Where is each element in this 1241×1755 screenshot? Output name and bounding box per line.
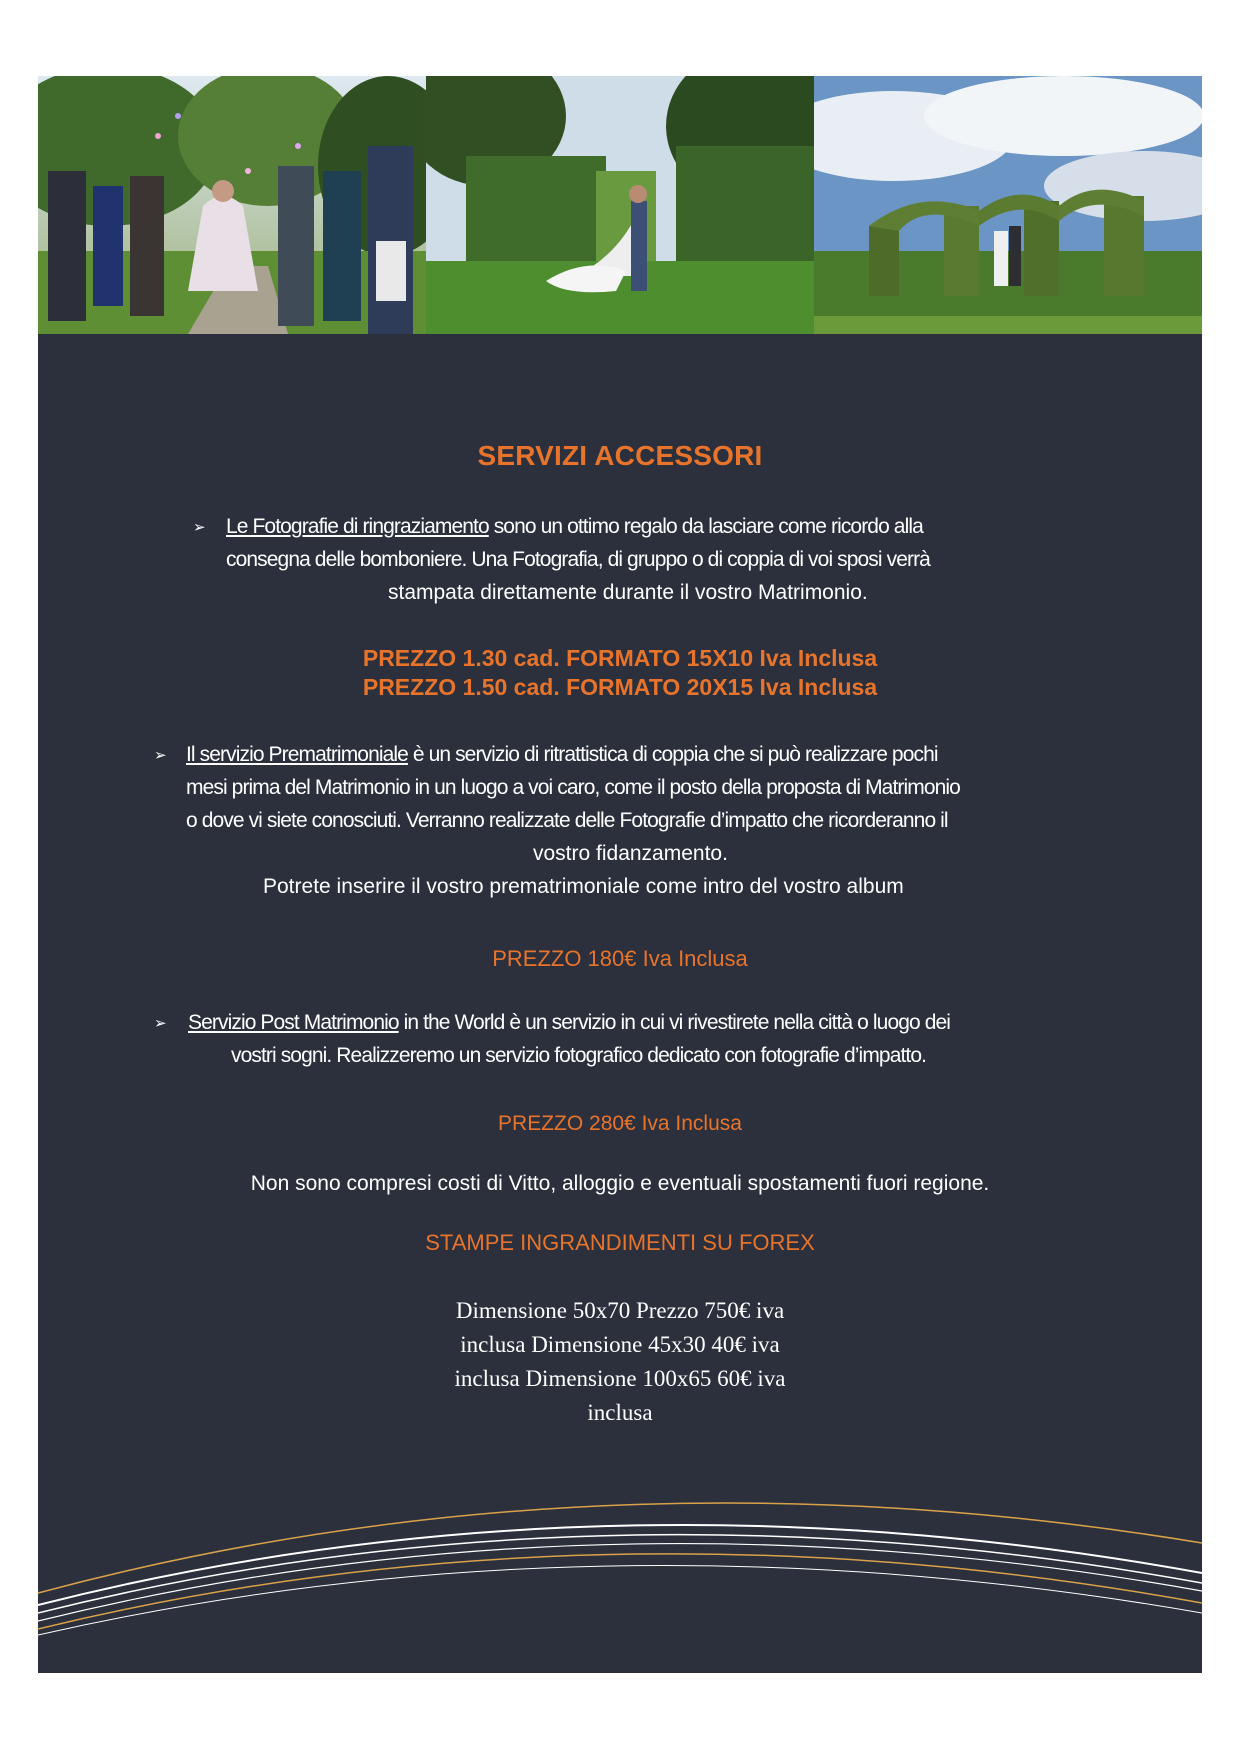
thank-you-photos-link: Le Fotografie di ringraziamento [226,515,489,538]
forex-line: Dimensione 50x70 Prezzo 750€ iva [455,1298,785,1323]
photo-strip [38,76,1202,334]
thank-you-photos-line2: consegna delle bomboniere. Una Fotografia, di gruppo o di coppia di voi sposi verrà [226,548,930,571]
post-wedding-link: Servizio Post Matrimonio [188,1011,399,1034]
price-prewedding: PREZZO 180€ Iva Inclusa [492,946,748,971]
prewedding-line3: o dove vi siete conosciuti. Verranno realizzate delle Fotografie d’impatto che ricorderanno il [186,809,948,832]
wedding-guests-confetti-photo [38,76,426,334]
bullet-arrow-icon: ➢ [193,519,206,536]
forex-line: inclusa Dimensione 100x65 60€ iva [454,1366,786,1391]
thank-you-photos-line1: Le Fotografie di ringraziamento sono un ottimo regalo da lasciare come ricordo alla [226,515,923,538]
forex-line: inclusa [587,1400,653,1425]
post-wedding-line2: vostri sogni. Realizzeremo un servizio fotografico dedicato con fotografie d’impatto. [231,1044,927,1067]
price-post-wedding: PREZZO 280€ Iva Inclusa [498,1112,742,1135]
prewedding-line2: mesi prima del Matrimonio in un luogo a voi caro, come il posto della proposta di Matrimonio [186,776,960,799]
forex-heading: STAMPE INGRANDIMENTI SU FOREX [425,1230,815,1255]
price-15x10: PREZZO 1.30 cad. FORMATO 15X10 Iva Inclusa [362,645,878,671]
forex-price-list [38,1294,1202,1430]
exclusions-note: Non sono compresi costi di Vitto, alloggio e eventuali spostamenti fuori regione. [250,1172,990,1195]
page-title: SERVIZI ACCESSORI [477,440,763,471]
decorative-wave-lines [38,1413,1202,1673]
post-wedding-line1: Servizio Post Matrimonio in the World è un servizio in cui vi rivestirete nella città o luogo dei [188,1011,951,1034]
couple-garden-embrace-photo [426,76,814,334]
bullet-arrow-icon: ➢ [154,1015,167,1032]
prewedding-link: Il servizio Prematrimoniale [186,743,408,766]
price-20x15: PREZZO 1.50 cad. FORMATO 20X15 Iva Inclusa [362,674,878,700]
bullet-arrow-icon: ➢ [154,747,167,764]
services-panel [38,334,1202,1673]
couple-hedge-arches-photo [814,76,1202,334]
prewedding-line5: Potrete inserire il vostro prematrimoniale come intro del vostro album [263,875,904,898]
forex-line: inclusa Dimensione 45x30 40€ iva [460,1332,780,1357]
thank-you-photos-line3: stampata direttamente durante il vostro Matrimonio. [388,581,868,604]
prewedding-line1: Il servizio Prematrimoniale è un servizio di ritrattistica di coppia che si può realizzare pochi [186,743,938,766]
prewedding-line4: vostro fidanzamento. [533,842,728,865]
